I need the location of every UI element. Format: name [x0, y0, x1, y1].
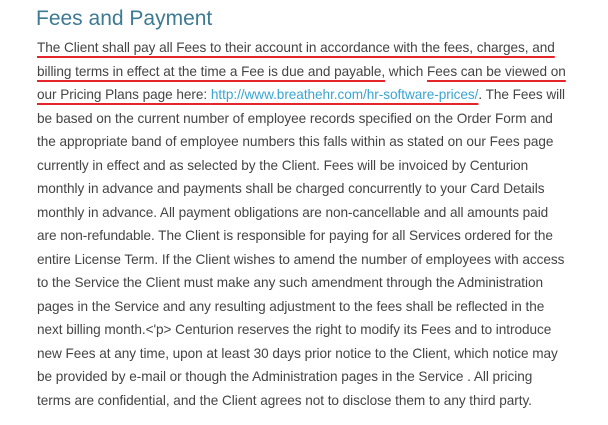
section-heading: Fees and Payment	[36, 7, 213, 30]
underlined-text: Fees can be viewed on	[427, 63, 566, 79]
paragraph-line: new Fees at any time, upon at least 30 days prior notice to the Client, which notice may	[37, 345, 558, 361]
paragraph-line: the appropriate band of employee numbers this falls within as stated on our Fees page	[37, 134, 554, 149]
paragraph-line: currently in effect and as selected by the Client. Fees will be invoiced by Centurion	[37, 157, 529, 173]
paragraph-line: monthly in advance and payments shall be charged concurrently to your Card Details	[37, 181, 545, 196]
paragraph-line: entire License Term. If the Client wishes to amend the number of employees with access	[37, 251, 565, 267]
paragraph-line	[37, 83, 605, 107]
paragraph-line	[37, 36, 605, 60]
fees-paragraph	[37, 36, 605, 412]
plain-text: . The Fees will	[478, 87, 566, 102]
pricing-plans-text: our Pricing Plans page here:	[37, 87, 211, 102]
paragraph-line: monthly in advance. All payment obligations are non-cancellable and all amounts paid	[37, 204, 549, 220]
paragraph-line: be provided by e-mail or though the Administration pages in the Service . All pricing	[37, 369, 533, 384]
paragraph-line: terms are confidential, and the Client agrees not to disclose them to any third party.	[37, 392, 532, 408]
paragraph-line: next billing month.<'p> Centurion reserves the right to modify its Fees and to introduce	[37, 322, 552, 337]
paragraph-line: pages in the Service and any resulting adjustment to the fees shall be reflected in the	[37, 298, 545, 314]
underlined-text	[37, 87, 478, 102]
plain-text: which	[385, 63, 428, 79]
paragraph-line: be based on the current number of employee records specified on the Order Form and	[37, 110, 553, 126]
pricing-link[interactable]: http://www.breathehr.com/hr-software-prices/	[210, 87, 479, 102]
paragraph-line	[37, 60, 605, 84]
underlined-text: The Client shall pay all Fees to their account in accordance with the fees, charges, and	[37, 40, 555, 55]
paragraph-line: are non-refundable. The Client is responsible for paying for all Services ordered for the	[37, 228, 553, 243]
paragraph-line: to the Service the Client must make any such amendment through the Administration	[37, 275, 543, 290]
underlined-text: billing terms in effect at the time a Fee is due and payable,	[37, 63, 386, 79]
